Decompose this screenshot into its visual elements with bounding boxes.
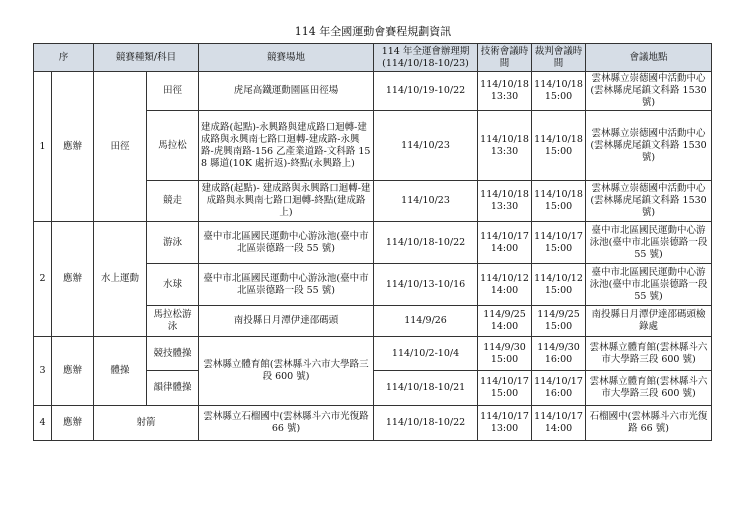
- venue-cell: 臺中市北區國民運動中心游泳池(臺中市北區崇德路一段 55 號): [199, 222, 374, 264]
- event-cell: 水球: [147, 264, 199, 306]
- table-row: [34, 406, 712, 441]
- venue-cell: 雲林縣立體育館(雲林縣斗六市大學路三段 600 號): [199, 337, 374, 406]
- event-cell: 韻律體操: [147, 371, 199, 406]
- tech-meeting-cell: 114/9/30 15:00: [478, 337, 532, 371]
- period-cell: 114/10/2-10/4: [374, 337, 478, 371]
- tech-meeting-cell: 114/10/12 14:00: [478, 264, 532, 306]
- header-category: 競賽種類/科目: [94, 44, 199, 72]
- referee-meeting-cell: 114/10/18 15:00: [532, 72, 586, 111]
- sport-cell: 體操: [94, 337, 147, 406]
- header-meeting-venue: 會議地點: [586, 44, 712, 72]
- seq-cell: 4: [34, 406, 52, 441]
- table-row: [34, 72, 712, 111]
- seq-cell: 1: [34, 72, 52, 222]
- referee-meeting-cell: 114/10/18 15:00: [532, 181, 586, 222]
- referee-meeting-cell: 114/10/12 15:00: [532, 264, 586, 306]
- mode-cell: 應辦: [52, 72, 94, 222]
- page-title: 114 年全國運動會賽程規劃資訊: [294, 25, 452, 38]
- header-referee-meeting: 裁判會議時間: [532, 44, 586, 72]
- referee-meeting-cell: 114/9/25 15:00: [532, 306, 586, 337]
- referee-meeting-cell: 114/9/30 16:00: [532, 337, 586, 371]
- venue-cell: 建成路(起點)-永興路與建成路口迴轉-建成路與永興南七路口迴轉-建成路-永興路-虎興南路-156 乙產業道路-文科路 158 縣道(10K 處折返)-終點(永興路上): [199, 111, 374, 181]
- event-cell: 馬拉松游泳: [147, 306, 199, 337]
- period-cell: 114/10/18-10/22: [374, 222, 478, 264]
- tech-meeting-cell: 114/10/18 13:30: [478, 72, 532, 111]
- meeting-venue-cell: 南投縣日月潭伊達邵碼頭檢錄處: [586, 306, 712, 337]
- meeting-venue-cell: 雲林縣立崇德國中活動中心(雲林縣虎尾鎮文科路 1530 號): [586, 72, 712, 111]
- meeting-venue-cell: 雲林縣立崇德國中活動中心(雲林縣虎尾鎮文科路 1530 號): [586, 181, 712, 222]
- event-cell: 田徑: [147, 72, 199, 111]
- sport-cell: 射箭: [94, 406, 199, 441]
- venue-cell: 雲林縣立石榴國中(雲林縣斗六市光復路 66 號): [199, 406, 374, 441]
- meeting-venue-cell: 雲林縣立崇德國中活動中心(雲林縣虎尾鎮文科路 1530 號): [586, 111, 712, 181]
- venue-cell: 建成路(起點)- 建成路與永興路口迴轉-建成路與永興南七路口迴轉-終點(建成路上): [199, 181, 374, 222]
- period-cell: 114/10/18-10/21: [374, 371, 478, 406]
- referee-meeting-cell: 114/10/18 15:00: [532, 111, 586, 181]
- event-cell: 競走: [147, 181, 199, 222]
- period-cell: 114/10/19-10/22: [374, 72, 478, 111]
- period-cell: 114/9/26: [374, 306, 478, 337]
- seq-cell: 2: [34, 222, 52, 337]
- event-cell: 馬拉松: [147, 111, 199, 181]
- header-venue: 競賽場地: [199, 44, 374, 72]
- event-cell: 游泳: [147, 222, 199, 264]
- period-cell: 114/10/23: [374, 181, 478, 222]
- period-cell: 114/10/18-10/22: [374, 406, 478, 441]
- tech-meeting-cell: 114/10/17 14:00: [478, 222, 532, 264]
- meeting-venue-cell: 雲林縣立體育館(雲林縣斗六市大學路三段 600 號): [586, 337, 712, 371]
- mode-cell: 應辦: [52, 406, 94, 441]
- period-cell: 114/10/13-10/16: [374, 264, 478, 306]
- referee-meeting-cell: 114/10/17 14:00: [532, 406, 586, 441]
- meeting-venue-cell: 石榴國中(雲林縣斗六市光復路 66 號): [586, 406, 712, 441]
- tech-meeting-cell: 114/10/17 13:00: [478, 406, 532, 441]
- venue-cell: 虎尾高鐵運動園區田徑場: [199, 72, 374, 111]
- venue-cell: 南投縣日月潭伊達邵碼頭: [199, 306, 374, 337]
- schedule-table: [33, 43, 712, 441]
- sport-cell: 水上運動: [94, 222, 147, 337]
- tech-meeting-cell: 114/9/25 14:00: [478, 306, 532, 337]
- header-seq: 序: [34, 44, 94, 72]
- seq-cell: 3: [34, 337, 52, 406]
- meeting-venue-cell: 臺中市北區國民運動中心游泳池(臺中市北區崇德路一段 55 號): [586, 222, 712, 264]
- meeting-venue-cell: 臺中市北區國民運動中心游泳池(臺中市北區崇德路一段 55 號): [586, 264, 712, 306]
- mode-cell: 應辦: [52, 337, 94, 406]
- referee-meeting-cell: 114/10/17 15:00: [532, 222, 586, 264]
- period-cell: 114/10/23: [374, 111, 478, 181]
- sport-cell: 田徑: [94, 72, 147, 222]
- header-row: [34, 44, 712, 72]
- header-tech-meeting: 技術會議時間: [478, 44, 532, 72]
- referee-meeting-cell: 114/10/17 16:00: [532, 371, 586, 406]
- header-period: 114 年全運會辦理期 (114/10/18-10/23): [374, 44, 478, 72]
- table-row: [34, 337, 712, 371]
- tech-meeting-cell: 114/10/17 15:00: [478, 371, 532, 406]
- table-row: [34, 222, 712, 264]
- tech-meeting-cell: 114/10/18 13:30: [478, 181, 532, 222]
- event-cell: 競技體操: [147, 337, 199, 371]
- venue-cell: 臺中市北區國民運動中心游泳池(臺中市北區崇德路一段 55 號): [199, 264, 374, 306]
- tech-meeting-cell: 114/10/18 13:30: [478, 111, 532, 181]
- meeting-venue-cell: 雲林縣立體育館(雲林縣斗六市大學路三段 600 號): [586, 371, 712, 406]
- mode-cell: 應辦: [52, 222, 94, 337]
